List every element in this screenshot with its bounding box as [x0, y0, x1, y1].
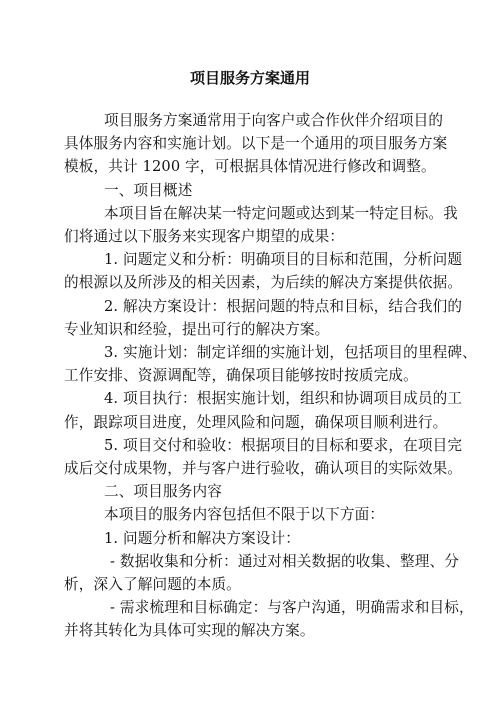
document-title: 项目服务方案通用 [189, 69, 310, 87]
list-item: - 数据收集和分析：通过对相关数据的收集、整理、分 [110, 553, 459, 570]
paragraph-line: 成后交付成果物，并与客户进行验收，确认项目的实际效果。 [64, 460, 463, 477]
list-item: 5. 项目交付和验收：根据项目的目标和要求，在项目完 [104, 437, 463, 454]
list-item: - 需求梳理和目标确定：与客户沟通，明确需求和目标， [110, 599, 474, 616]
paragraph-line: 析，深入了解问题的本质。 [64, 576, 241, 593]
paragraph-line: 项目服务方案通常用于向客户或合作伙伴介绍项目的 [104, 112, 444, 129]
paragraph-line: 本项目的服务内容包括但不限于以下方面： [104, 506, 385, 523]
paragraph-line: 本项目旨在解决某一特定问题或达到某一特定目标。我 [104, 205, 458, 222]
section-heading: 一、项目概述 [104, 182, 193, 199]
paragraph-line: 专业知识和经验，提出可行的解决方案。 [64, 321, 330, 338]
list-item: 3. 实施计划：制定详细的实施计划，包括项目的里程碑、 [104, 344, 477, 361]
list-item: 1. 问题分析和解决方案设计： [104, 530, 300, 547]
paragraph-line: 们将通过以下服务来实现客户期望的成果： [64, 228, 345, 245]
section-heading: 二、项目服务内容 [104, 483, 222, 500]
paragraph-line: 模板，共计 1200 字，可根据具体情况进行修改和调整。 [64, 158, 436, 175]
list-item: 4. 项目执行：根据实施计划，组织和协调项目成员的工 [104, 390, 463, 407]
paragraph-line: 作，跟踪项目进度，处理风险和问题，确保项目顺利进行。 [64, 414, 448, 431]
paragraph-line: 的根源以及所涉及的相关因素，为后续的解决方案提供依据。 [64, 274, 463, 291]
paragraph-line: 具体服务内容和实施计划。以下是一个通用的项目服务方案 [64, 135, 448, 152]
paragraph-line: 并将其转化为具体可实现的解决方案。 [64, 622, 315, 639]
list-item: 1. 问题定义和分析：明确项目的目标和范围，分析问题 [104, 251, 463, 268]
paragraph-line: 工作安排、资源调配等，确保项目能够按时按质完成。 [64, 367, 418, 384]
list-item: 2. 解决方案设计：根据问题的特点和目标，结合我们的 [104, 298, 463, 315]
